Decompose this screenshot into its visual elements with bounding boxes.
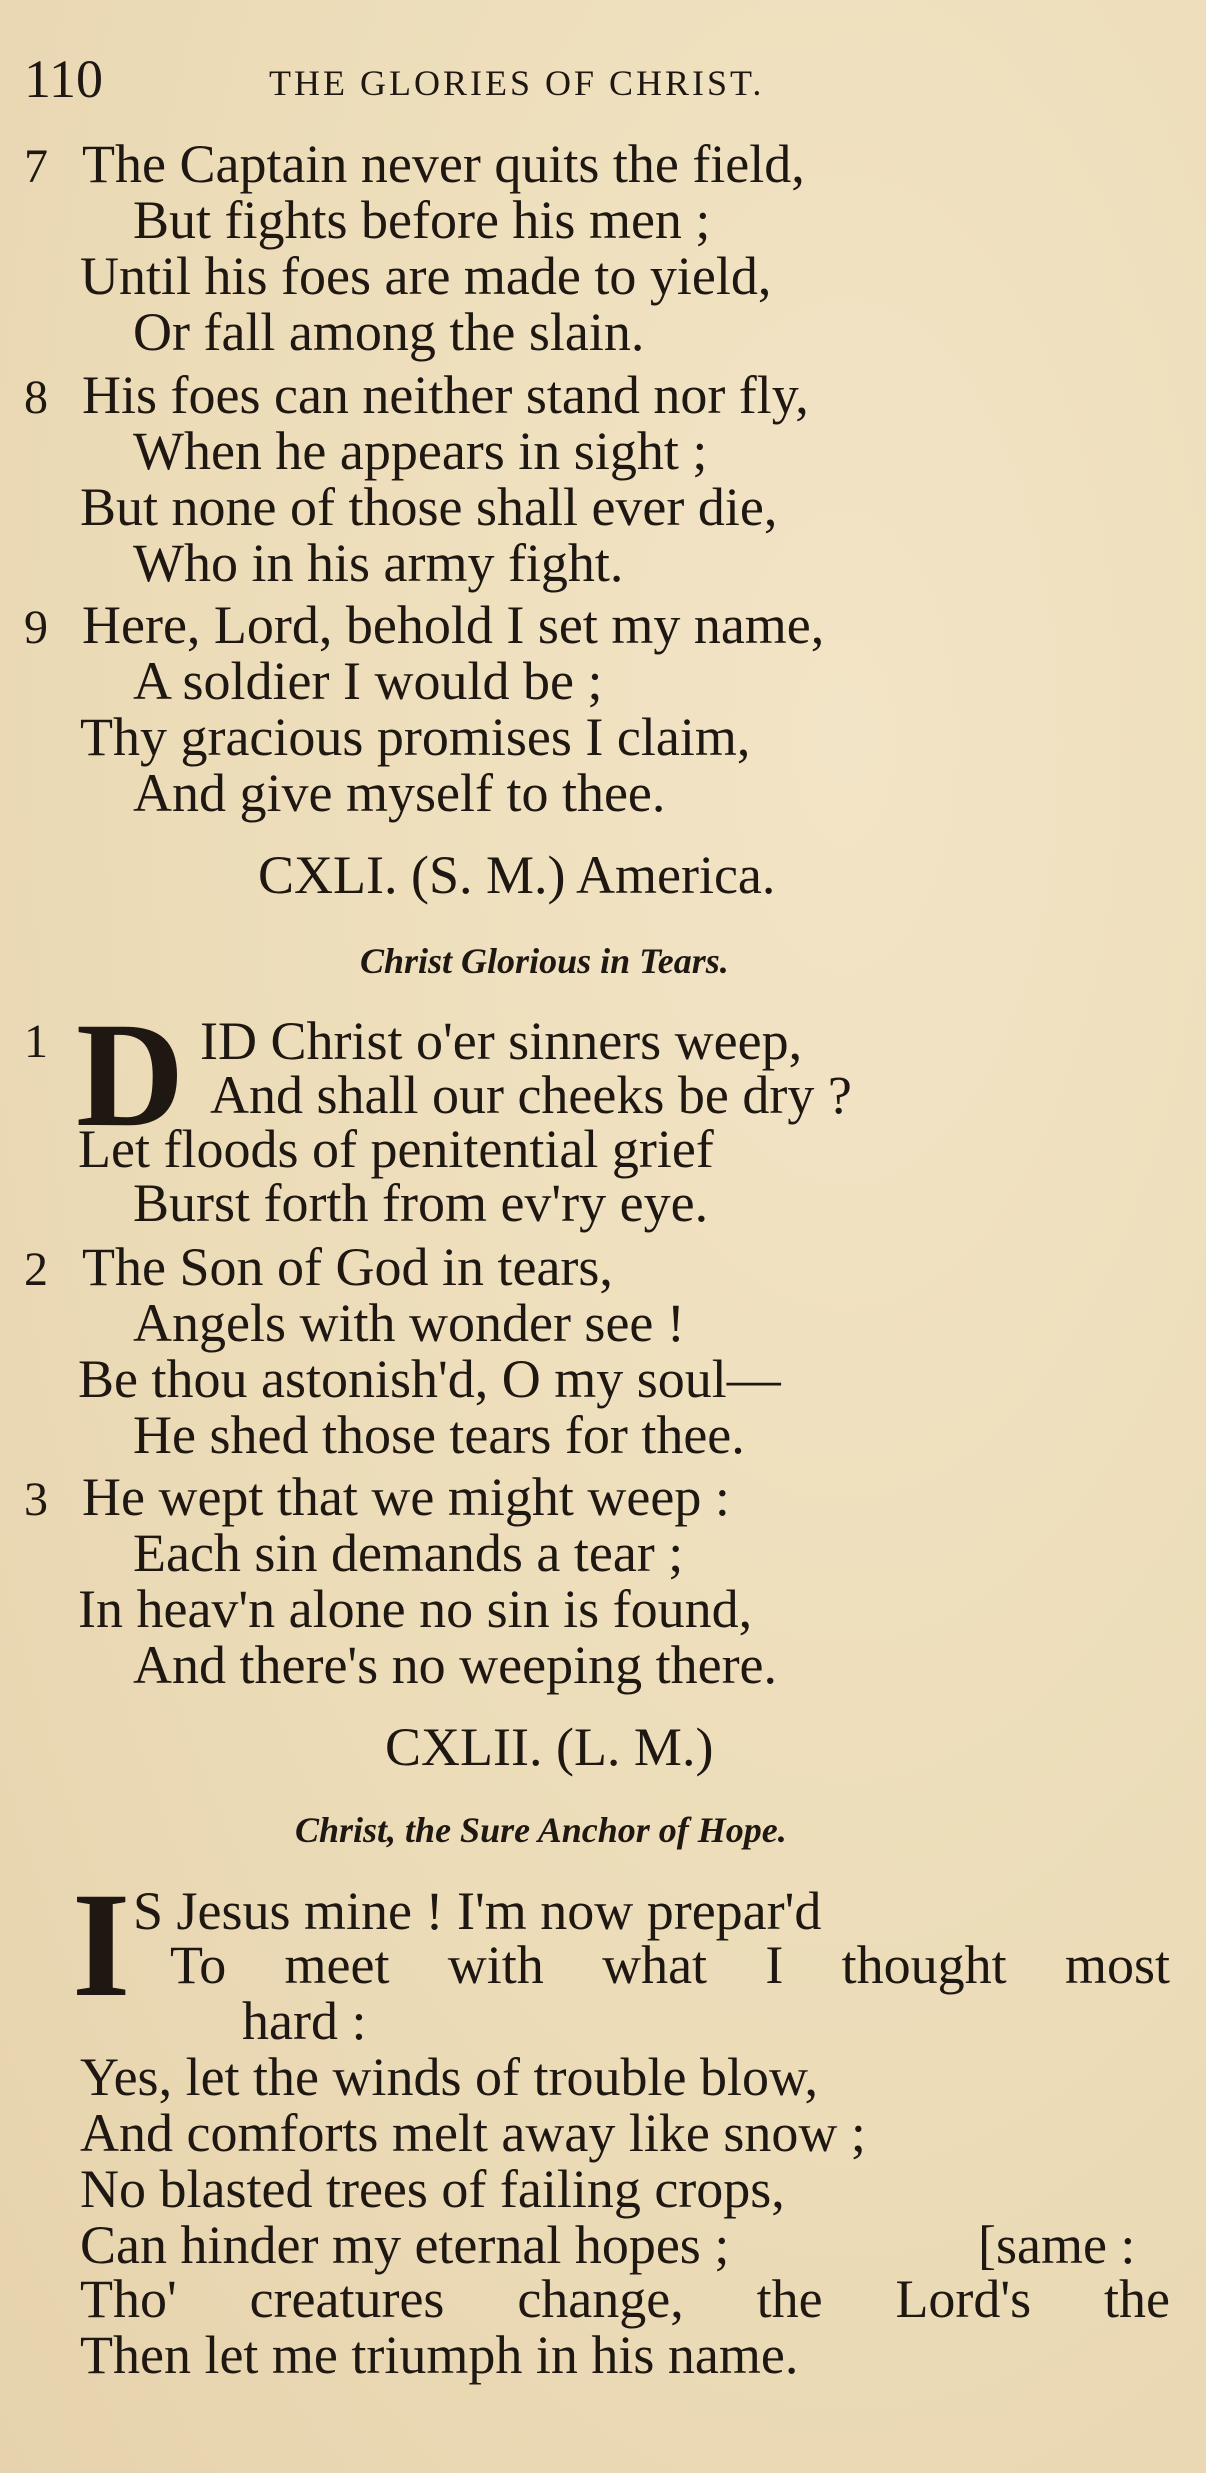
- verse-line: S Jesus mine ! I'm now prepar'd: [133, 1881, 822, 1941]
- verse-number: 8: [24, 371, 48, 424]
- verse-line: Until his foes are made to yield,: [80, 246, 772, 306]
- verse-line: Tho' creatures change, the Lord's the: [80, 2269, 1170, 2329]
- verse-number: 3: [24, 1473, 48, 1526]
- verse-line: The Son of God in tears,: [82, 1237, 613, 1297]
- page-number: 110: [24, 49, 103, 109]
- drop-cap: D: [76, 992, 185, 1158]
- verse-number: 1: [24, 1015, 48, 1068]
- verse-line: A soldier I would be ;: [133, 651, 603, 711]
- drop-cap: I: [72, 1862, 131, 2028]
- verse-line: He wept that we might weep :: [82, 1467, 730, 1527]
- verse-number: 7: [24, 140, 48, 193]
- verse-line: Be thou astonish'd, O my soul—: [78, 1349, 781, 1409]
- verse-line: But none of those shall ever die,: [80, 477, 778, 537]
- verse-line: But fights before his men ;: [133, 190, 711, 250]
- verse-line: Each sin demands a tear ;: [133, 1523, 684, 1583]
- verse-line: And there's no weeping there.: [133, 1635, 778, 1695]
- verse-line: The Captain never quits the field,: [82, 134, 805, 194]
- page-header: [24, 48, 1194, 108]
- verse-line: Thy gracious promises I claim,: [80, 707, 751, 767]
- hymn-subtitle: Christ Glorious in Tears.: [360, 941, 729, 981]
- verse-line: Angels with wonder see !: [133, 1293, 685, 1353]
- verse-line: When he appears in sight ;: [133, 421, 708, 481]
- verse-number: 9: [24, 601, 48, 654]
- verse-line: ID Christ o'er sinners weep,: [200, 1011, 803, 1071]
- verse-line: No blasted trees of failing crops,: [80, 2159, 785, 2219]
- verse-line: In heav'n alone no sin is found,: [78, 1579, 753, 1639]
- verse-line: hard :: [242, 1991, 367, 2051]
- verse-line: Burst forth from ev'ry eye.: [133, 1173, 709, 1233]
- verse-line: His foes can neither stand nor fly,: [82, 365, 809, 425]
- verse-line: He shed those tears for thee.: [133, 1405, 745, 1465]
- verse-line: To meet with what I thought most: [170, 1935, 1170, 1995]
- hymn-title: CXLII. (L. M.): [385, 1717, 714, 1777]
- hymn-subtitle: Christ, the Sure Anchor of Hope.: [295, 1810, 787, 1850]
- verse-line: And give myself to thee.: [133, 763, 666, 823]
- verse-line: Or fall among the slain.: [133, 302, 645, 362]
- verse-number: 2: [24, 1243, 48, 1296]
- verse-line: Can hinder my eternal hopes ;: [80, 2215, 730, 2275]
- hymn-title: CXLI. (S. M.) America.: [258, 845, 776, 905]
- running-head: THE GLORIES OF CHRIST.: [269, 63, 765, 103]
- verse-line: And shall our cheeks be dry ?: [210, 1065, 852, 1125]
- verse-line: Yes, let the winds of trouble blow,: [80, 2047, 818, 2107]
- turnover-word: [same :: [978, 2215, 1136, 2275]
- verse-line: Then let me triumph in his name.: [80, 2325, 799, 2385]
- verse-line: Let floods of penitential grief: [78, 1119, 714, 1179]
- verse-line: Here, Lord, behold I set my name,: [82, 595, 825, 655]
- verse-line: Who in his army fight.: [133, 533, 624, 593]
- verse-line: And comforts melt away like snow ;: [80, 2103, 866, 2163]
